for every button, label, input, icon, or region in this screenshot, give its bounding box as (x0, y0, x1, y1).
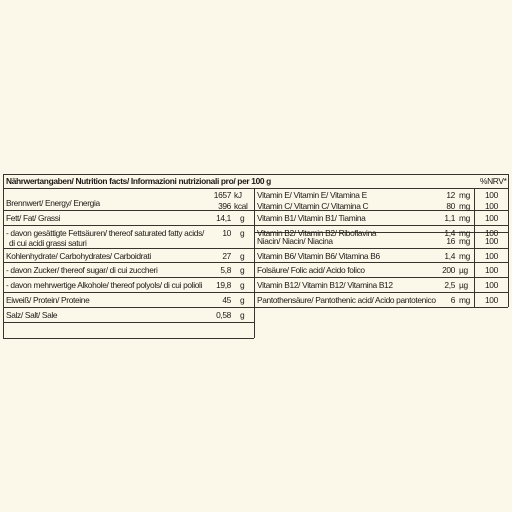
row-divider (3, 292, 508, 293)
salt-label: Salz/ Salt/ Sale (6, 310, 58, 320)
saturated-fat-unit: g (240, 228, 245, 238)
polyols-label: - davon mehrwertige Alkohole/ thereof polyols/ di cui polioli (6, 280, 203, 290)
vitamin-b12-value: 2,5 (444, 280, 455, 290)
protein-unit: g (240, 295, 245, 305)
pantothenic-acid-nrv: 100 (485, 295, 498, 305)
energy-kj-value: 1657 (213, 190, 231, 200)
energy-label: Brennwert/ Energy/ Energia (6, 198, 100, 208)
vitamin-b2-unit: mg (459, 228, 470, 238)
folic-acid-label: Folsäure/ Folic acid/ Acido folico (257, 265, 365, 275)
vitamin-e-label: Vitamin E/ Vitamin E/ Vitamina E (257, 190, 367, 200)
row-divider (3, 322, 254, 323)
carbohydrates-unit: g (240, 251, 245, 261)
nrv-header: %NRV* (480, 176, 507, 186)
vitamin-b1-label: Vitamin B1/ Vitamin B1/ Tiamina (257, 213, 366, 223)
polyols-unit: g (240, 280, 245, 290)
saturated-fat-value: 10 (222, 228, 231, 238)
pantothenic-acid-value: 6 (450, 295, 455, 305)
carbohydrates-label: Kohlenhydrate/ Carbohydrates/ Carboidrati (6, 251, 151, 261)
vitamin-b6-nrv: 100 (485, 251, 498, 261)
niacin-nrv: 100 (485, 236, 498, 246)
vitamin-c-unit: mg (459, 201, 470, 211)
vitamin-b12-unit: µg (459, 280, 468, 290)
table-left-border (3, 174, 4, 338)
row-divider (3, 248, 508, 249)
table-bottom-border (3, 338, 254, 339)
energy-kcal-value: 396 (218, 201, 231, 211)
sugar-label: - davon Zucker/ thereof sugar/ di cui zuccheri (6, 265, 158, 275)
vitamin-b2-value: 1,4 (444, 228, 455, 238)
nrv-column-divider (474, 188, 475, 307)
vitamin-b6-value: 1,4 (444, 251, 455, 261)
saturated-fat-label-2: di cui acidi grassi saturi (9, 238, 87, 248)
vitamin-b6-unit: mg (459, 251, 470, 261)
salt-value: 0,58 (216, 310, 231, 320)
vitamin-b1-nrv: 100 (485, 213, 498, 223)
folic-acid-unit: µg (459, 265, 468, 275)
energy-kcal-unit: kcal (234, 201, 248, 211)
vitamin-b2-label: Vitamin B2/ Vitamin B2/ Riboflavina (257, 228, 377, 238)
vitamin-c-nrv: 100 (485, 201, 498, 211)
row-divider (3, 307, 508, 308)
table-top-border (3, 174, 508, 175)
table-right-border (508, 174, 509, 307)
pantothenic-acid-unit: mg (459, 295, 470, 305)
vitamin-c-label: Vitamin C/ Vitamin C/ Vitamina C (257, 201, 369, 211)
polyols-value: 19,8 (216, 280, 231, 290)
pantothenic-acid-label: Pantothensäure/ Pantothenic acid/ Acido pantotenico (257, 295, 436, 305)
row-divider (3, 262, 508, 263)
vitamin-b1-unit: mg (459, 213, 470, 223)
vitamin-b1-value: 1,1 (444, 213, 455, 223)
fat-label: Fett/ Fat/ Grassi (6, 213, 61, 223)
vitamin-e-value: 12 (446, 190, 455, 200)
niacin-label: Niacin/ Niacin/ Niacina (257, 236, 333, 246)
vitamin-b6-label: Vitamin B6/ Vitamin B6/ Vitamina B6 (257, 251, 380, 261)
niacin-unit: mg (459, 236, 470, 246)
sugar-value: 5,8 (220, 265, 231, 275)
vitamin-b2-nrv: 100 (485, 228, 498, 238)
vitamin-b12-label: Vitamin B12/ Vitamin B12/ Vitamina B12 (257, 280, 393, 290)
vitamin-c-value: 80 (446, 201, 455, 211)
salt-unit: g (240, 310, 245, 320)
table-title: Nährwertangaben/ Nutrition facts/ Informazioni nutrizionali pro/ per 100 g (6, 176, 271, 186)
nutrition-facts-table (0, 174, 512, 340)
folic-acid-value: 200 (442, 265, 455, 275)
folic-acid-nrv: 100 (485, 265, 498, 275)
protein-value: 45 (222, 295, 231, 305)
vitamin-b12-nrv: 100 (485, 280, 498, 290)
fat-unit: g (240, 213, 245, 223)
row-divider (3, 277, 508, 278)
saturated-fat-label: - davon gesättigte Fettsäuren/ thereof saturated fatty acids/ (6, 228, 204, 238)
protein-label: Eiweiß/ Protein/ Proteine (6, 295, 90, 305)
sugar-unit: g (240, 265, 245, 275)
header-divider (3, 188, 508, 189)
column-divider (254, 188, 255, 338)
energy-kj-unit: kJ (234, 190, 242, 200)
row-divider (3, 225, 508, 226)
vitamin-e-unit: mg (459, 190, 470, 200)
niacin-value: 16 (446, 236, 455, 246)
fat-value: 14,1 (216, 213, 231, 223)
vitamin-e-nrv: 100 (485, 190, 498, 200)
carbohydrates-value: 27 (222, 251, 231, 261)
